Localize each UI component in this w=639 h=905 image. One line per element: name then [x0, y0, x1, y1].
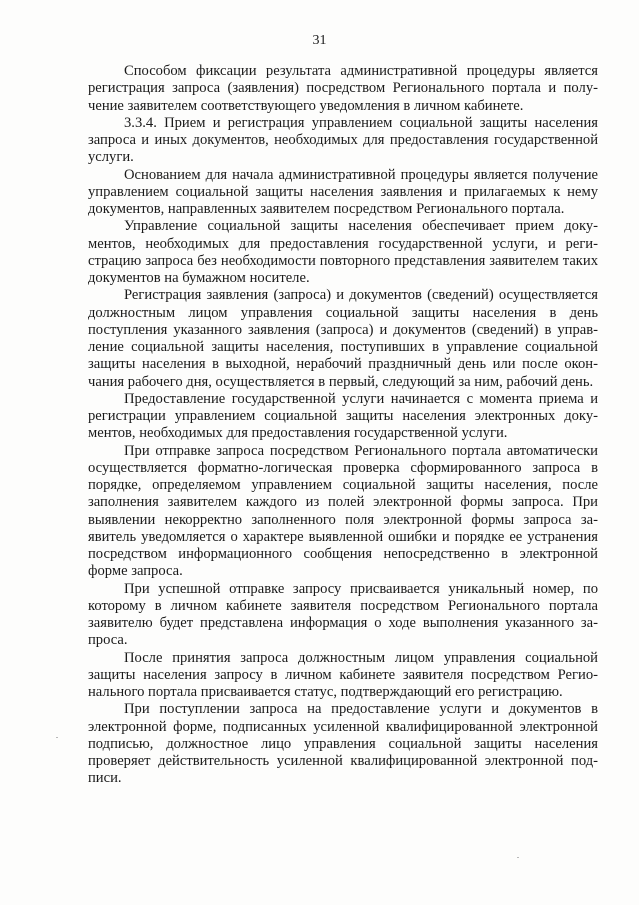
paragraph-registration: Регистрация заявления (запроса) и документов (сведений) осуществляется должностным лицом управления социальной защиты населения в день поступления указанного заявления (запроса) и документов (сведений) в управление социальной защиты населения, поступивших в управление социальной защиты населения в выходной, нерабочий праздничный день или после окончания рабочего дня, осуществляется в первый, следующий за ним, рабочий день. — [88, 287, 598, 390]
scan-speck — [517, 857, 519, 858]
paragraph-fixation-result: Способом фиксации результата административной процедуры является регистрация запроса (заявления) посредством Регионального портала и получение заявителем соответствующего уведомления в личном кабинете. — [88, 63, 598, 114]
paragraph-grounds: Основанием для начала административной процедуры является получение управлением социальной защиты населения заявления и прилагаемых к нему документов, направленных заявителем посредством Регионального портала. — [88, 166, 598, 217]
paragraph-signature-check: При поступлении запроса на предоставление услуги и документов в электронной форме, подписанных усиленной квалифицированной электронной подписью, должностное лицо управления социальной защиты населения проверяет действительность усиленной квалифицированной электронной подписи. — [88, 701, 598, 787]
paragraph-section-3-3-4: 3.3.4. Прием и регистрация управлением социальной защиты населения запроса и иных документов, необходимых для предоставления государственной услуги. — [88, 114, 598, 166]
scan-speck — [56, 737, 58, 738]
paragraph-status: После принятия запроса должностным лицом управления социальной защиты населения запросу в личном кабинете заявителя посредством Регионального портала присваивается статус, подтверждающий его регистрацию. — [88, 649, 598, 700]
page-number: 31 — [312, 33, 327, 48]
paragraph-format-check: При отправке запроса посредством Регионального портала автоматически осуществляется форматно-логическая проверка сформированного запроса в порядке, определяемом управлением социальной защиты населения, после заполнения заявителем каждого из полей электронной формы запроса. При выявлении некорректно заполненного поля электронной формы запроса заявитель уведомляется о характере выявленной ошибки и порядке ее устранения посредством информационного сообщения непосредственно в электронной форме запроса. — [88, 442, 598, 580]
document-body — [88, 63, 598, 788]
paragraph-service-start: Предоставление государственной услуги начинается с момента приема и регистрации управлением социальной защиты населения электронных документов, необходимых для предоставления государственной услуги. — [88, 390, 598, 442]
paragraph-unique-number: При успешной отправке запросу присваивается уникальный номер, по которому в личном кабинете заявителя посредством Регионального портала заявителю будет представлена информация о ходе выполнения указанного запроса. — [88, 580, 598, 649]
paragraph-acceptance: Управление социальной защиты населения обеспечивает прием документов, необходимых для предоставления государственной услуги, и регистрацию запроса без необходимости повторного представления заявителем таких документов на бумажном носителе. — [88, 218, 598, 286]
